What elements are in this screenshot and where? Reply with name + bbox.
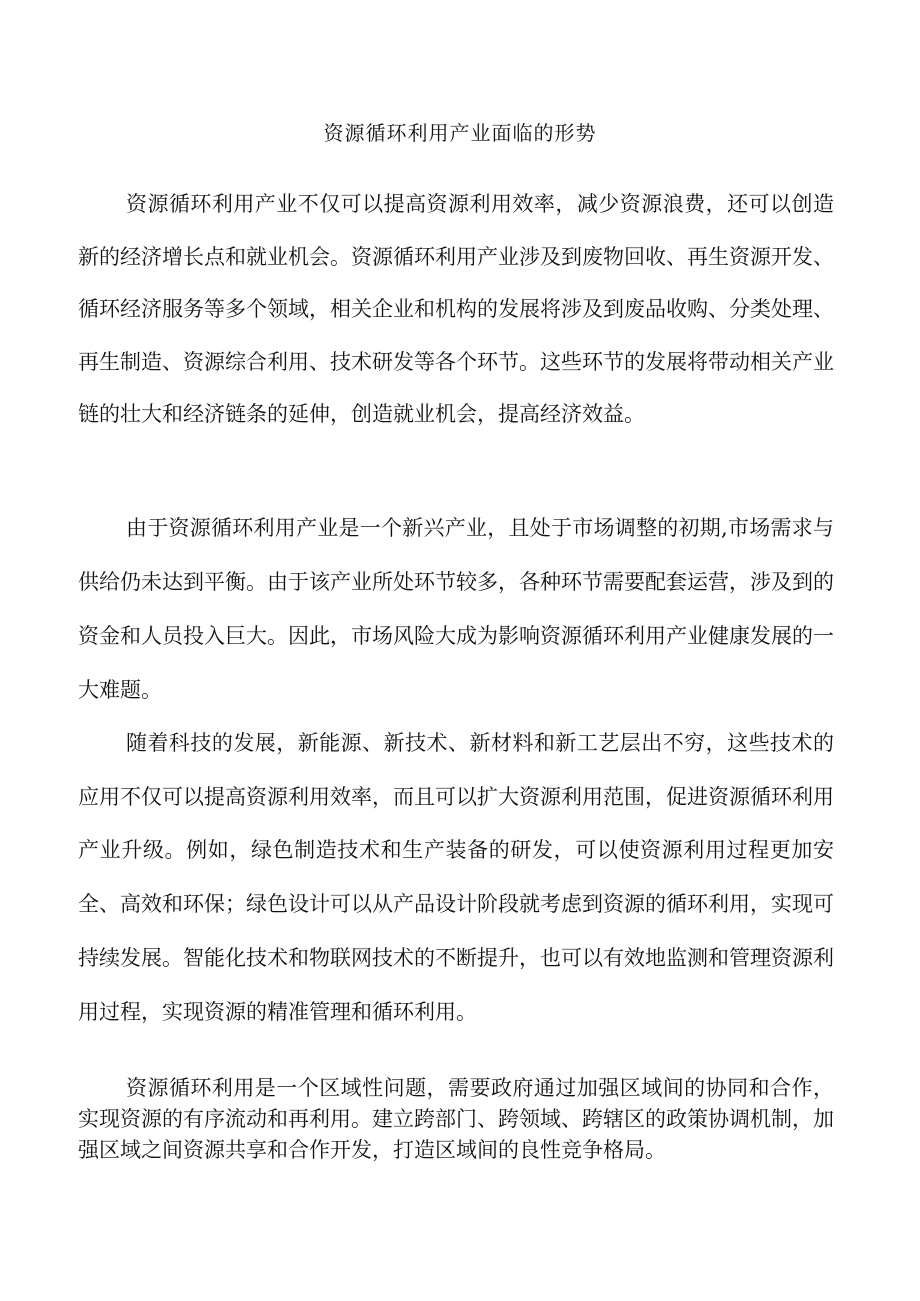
paragraph-2: 由于资源循环利用产业是一个新兴产业，且处于市场调整的初期,市场需求与供给仍未达到平衡。由于该产业所处环节较多，各种环节需要配套运营，涉及到的资金和人员投入巨大。因此，市场风险大成为影响资源循环利用产业健康发展的一大难题。 [78,516,834,702]
document-title: 资源循环利用产业面临的形势 [323,121,597,145]
paragraph-4: 资源循环利用是一个区域性问题，需要政府通过加强区域间的协同和合作，实现资源的有序流动和再利用。建立跨部门、跨领域、跨辖区的政策协调机制，加强区域之间资源共享和合作开发，打造区域间的良性竞争格局。 [78,1076,834,1162]
paragraph-3: 随着科技的发展，新能源、新技术、新材料和新工艺层出不穷，这些技术的应用不仅可以提高资源利用效率，而且可以扩大资源利用范围，促进资源循环利用产业升级。例如，绿色制造技术和生产装备的研发，可以使资源利用过程更加安全、高效和环保；绿色设计可以从产品设计阶段就考虑到资源的循环利用，实现可持续发展。智能化技术和物联网技术的不断提升，也可以有效地监测和管理资源利用过程，实现资源的精准管理和循环利用。 [78,731,834,1024]
paragraph-1: 资源循环利用产业不仅可以提高资源利用效率，减少资源浪费，还可以创造新的经济增长点和就业机会。资源循环利用产业涉及到废物回收、再生资源开发、循环经济服务等多个领域，相关企业和机构的发展将涉及到废品收购、分类处理、再生制造、资源综合利用、技术研发等各个环节。这些环节的发展将带动相关产业链的壮大和经济链条的延伸，创造就业机会，提高经济效益。 [78,192,834,426]
